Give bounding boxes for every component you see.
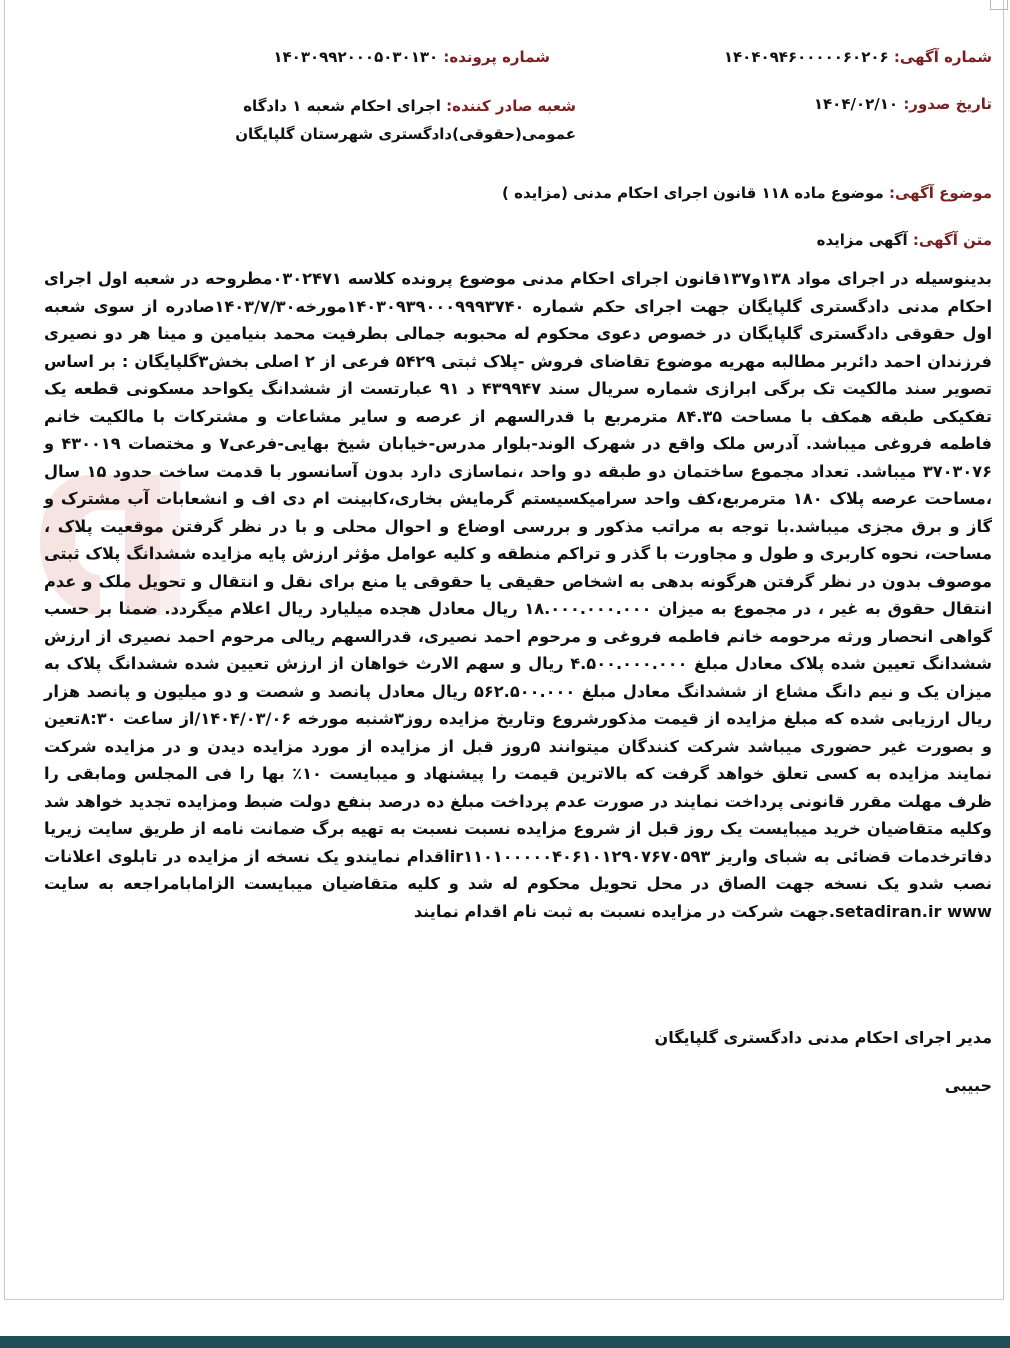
notice-text-label: متن آگهی: [912, 231, 992, 249]
case-number-row [273, 48, 550, 66]
taskbar [0, 1336, 1010, 1348]
case-number-label: شماره پرونده: [443, 48, 550, 66]
notice-number-row [724, 48, 992, 66]
issue-date-value: ۱۴۰۴/۰۲/۱۰ [813, 95, 899, 113]
issuer-value: اجرای احکام شعبه ۱ دادگاه عمومی(حقوقی)دادگستری شهرستان گلپایگان [235, 97, 576, 143]
subject-label: موضوع آگهی: [888, 184, 992, 202]
issuer-block [106, 92, 576, 148]
subject-row [502, 184, 992, 202]
notice-number-label: شماره آگهی: [893, 48, 992, 66]
issue-date-label: تاریخ صدور: [903, 95, 992, 113]
notice-title: آگهی مزایده [816, 231, 908, 249]
window-corner-icon [990, 0, 1008, 10]
signature-name: حبیبی [944, 1076, 992, 1095]
notice-title-row [817, 231, 992, 249]
notice-number-value: ۱۴۰۴۰۹۴۶۰۰۰۰۰۶۰۲۰۶ [723, 48, 889, 66]
case-number-value: ۱۴۰۳۰۹۹۲۰۰۰۵۰۳۰۱۳۰ [273, 48, 439, 66]
subject-value: موضوع ماده ۱۱۸ قانون اجرای احکام مدنی (مزایده ) [502, 184, 884, 202]
issuer-label: شعبه صادر کننده: [446, 97, 576, 115]
signature-title: مدیر اجرای احکام مدنی دادگستری گلپایگان [654, 1028, 992, 1047]
issue-date-row [814, 95, 992, 113]
notice-body: بدینوسیله در اجرای مواد ۱۳۸و۱۳۷قانون اجرای احکام مدنی موضوع پرونده کلاسه ۰۳۰۲۴۷۱مطروحه در شعبه اول اجرای احکام مدنی دادگستری گلپایگان جهت اجرای حکم شماره ۱۴۰۳۰۹۳۹۰۰۰۹۹۹۳۷۴۰مورخه۱۴۰۳/۷/۳۰صادره از سوی شعبه اول حقوقی دادگستری گلپایگان در خصوص دعوی محکوم له محبوبه جمالی بطرفیت محمد بنیامین و مینا هر دو نصیری فرزندان احمد دائربر مطالبه مهریه موضوع تقاضای فروش -پلاک ثبتی ۵۴۲۹ فرعی از ۲ اصلی بخش۳گلپایگان : بر اساس تصویر سند مالکیت تک برگی ابرازی شماره سریال سند ۴۳۹۹۴۷ د ۹۱ عبارتست از ششدانگ یکواحد مسکونی قطعه یک تفکیکی طبقه همکف با مساحت ۸۴.۳۵ مترمربع با قدرالسهم از عرصه و سایر مشاعات و مشترکات با مالکیت خانم فاطمه فروغی میباشد. آدرس ملک واقع در شهرک الوند-بلوار مدرس-خیابان شیخ بهایی-فرعی۷ و مختصات ۴۳۰۰۱۹ و ۳۷۰۳۰۷۶ میباشد. تعداد مجموع ساختمان دو طبقه دو واحد ،نماسازی دارد بدون آسانسور با قدمت ساخت حدود ۱۵ سال ،مساحت عرصه پلاک ۱۸۰ مترمربع،کف واحد سرامیکسیستم گرمایش بخاری،کابینت ام دی اف و انشعابات آب مشترک و گاز و برق مجزی میباشد.با توجه به مراتب مذکور و بررسی اوضاع و احوال محلی و با در نظر گرفتن موقعیت پلاک ، مساحت، نحوه کاربری و طول و مجاورت با گذر و تراکم منطقه و کلیه عوامل مؤثر ارزش پایه مزایده ششدانگ پلاک ثبتی موصوف بدون در نظر گرفتن هرگونه بدهی به اشخاص حقیقی یا حقوقی یا منع برای نقل و انتقال و تحویل ملک و عدم انتقال حقوق به غیر ، در مجموع به میزان ۱۸.۰۰۰.۰۰۰.۰۰۰ ریال معادل هجده میلیارد ریال اعلام میگردد. ضمنا بر حسب گواهی انحصار ورثه مرحومه خانم فاطمه فروغی و مرحوم احمد نصیری، قدرالسهم ریالی مرحوم احمد نصیری از ارزش ششدانگ تعیین شده پلاک معادل مبلغ ۴.۵۰۰.۰۰۰.۰۰۰ ریال و سهم الارث خواهان از ارزش تعیین شده ششدانگ پلاک به میزان یک و نیم دانگ مشاع از ششدانگ معادل مبلغ ۵۶۲.۵۰۰.۰۰۰ ریال معادل پانصد و شصت و دو میلیون و پانصد هزار ریال ارزیابی شده که مبلغ مزایده از قیمت مذکورشروع وتاریخ مزایده روز۳شنبه مورخه ۱۴۰۴/۰۳/۰۶/از ساعت ۸:۳۰تعین و بصورت غیر حضوری میباشد شرکت کنندگان میتوانند ۵روز قبل از مزایده از مورد مزایده دیدن و در مزایده شرکت نمایند مزایده به کسی تعلق خواهد گرفت که بالاترین قیمت را پیشنهاد و میبایست ۱۰٪ بها را فی المجلس ومابقی را ظرف مهلت مقرر قانونی پرداخت نمایند در صورت عدم پرداخت مبلغ ده درصد بنفع دولت ضبط ومزایده تجدید خواهد شد وکلیه متقاضیان خرید میبایست یک روز قبل از شروع مزایده نسبت نسبت به تهیه برگ ضمانت نامه از طریق سایت زیریا دفاترخدمات قضائی به شبای واریز ir۱۱۰۱۰۰۰۰۰۴۰۶۱۰۱۲۹۰۷۶۷۰۵۹۳اقدام نمایندو یک نسخه از مزایده در تابلوی اعلانات نصب شدو یک نسخه جهت الصاق در محل تحویل محکوم له شد و کلیه متقاضیان میبایست الزامابامراجعه به سایت setadiran.ir www.جهت شرکت در مزایده نسبت به ثبت نام اقدام نمایند [44, 269, 993, 921]
